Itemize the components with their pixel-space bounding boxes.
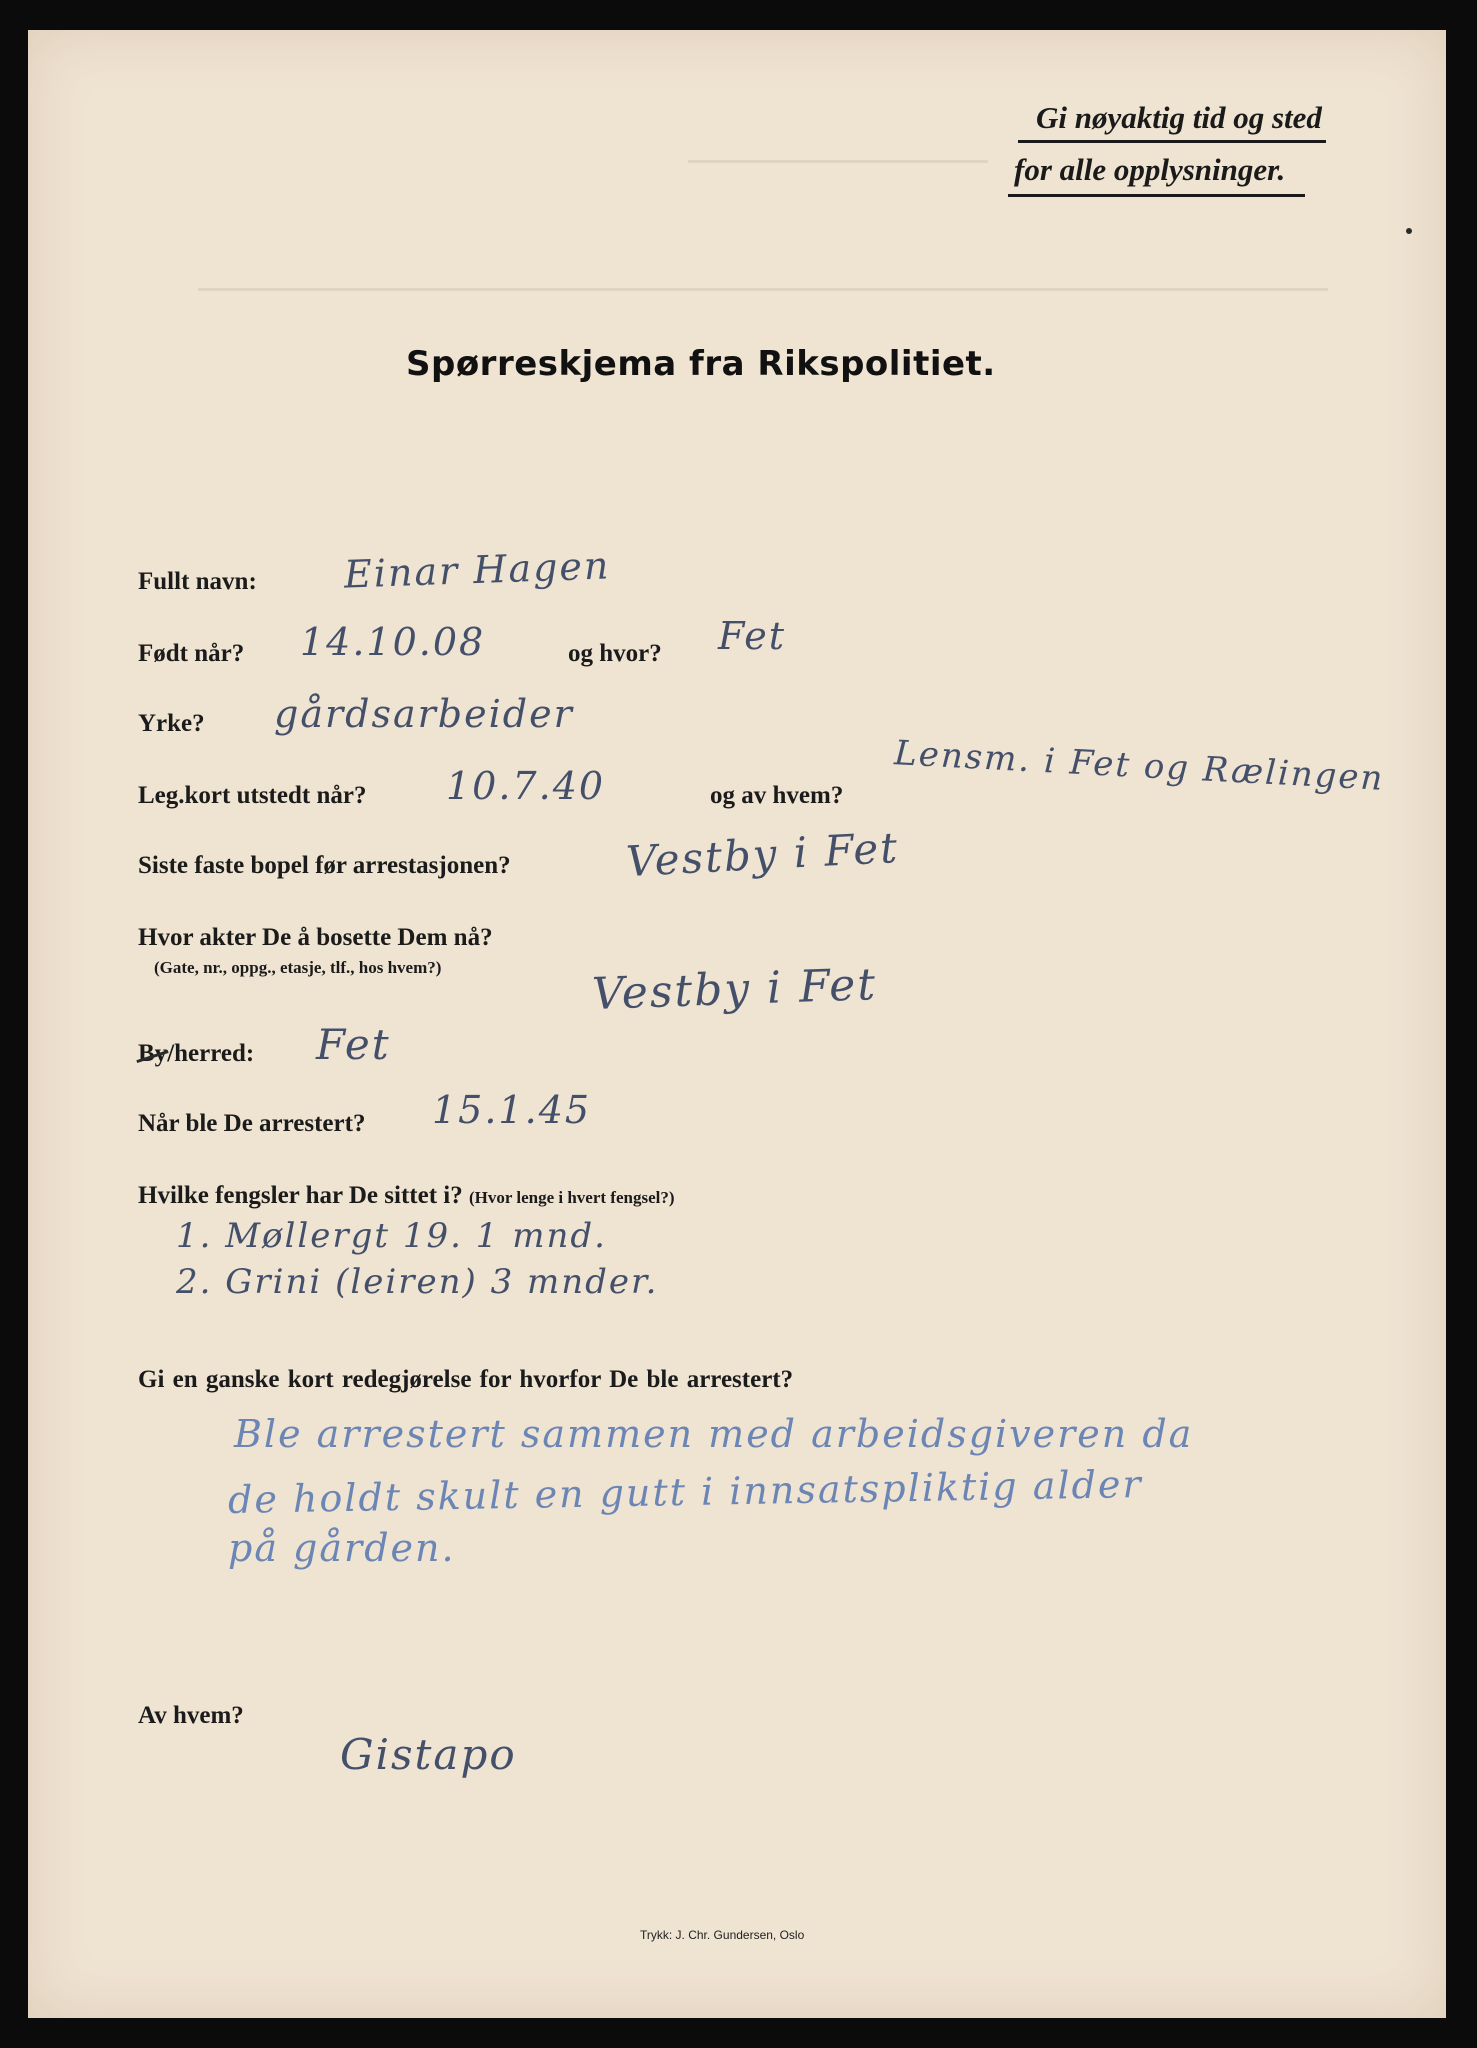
born-value: 14.10.08 xyxy=(300,620,486,664)
municipality-label-text: /herred: xyxy=(167,1040,255,1067)
occupation-value: gårdsarbeider xyxy=(274,692,574,736)
name-value: Einar Hagen xyxy=(343,543,612,597)
settle-value: Vestby i Fet xyxy=(591,959,878,1020)
header-note-line2: for alle opplysninger. xyxy=(1008,152,1305,197)
prisons-label xyxy=(138,1182,675,1210)
prisons-line1: 1. Møllergt 19. 1 mnd. xyxy=(176,1216,607,1256)
name-label: Fullt navn: xyxy=(138,568,257,595)
legkort-by-label: og av hvem? xyxy=(710,782,844,809)
born-label: Født når? xyxy=(138,640,245,667)
last-residence-label: Siste faste bopel før arrestasjonen? xyxy=(138,852,511,879)
reason-label: Gi en ganske kort redegjørelse for hvorfor De ble arrestert? xyxy=(138,1366,794,1393)
reason-line1: Ble arrestert sammen med arbeidsgiveren da xyxy=(234,1412,1194,1456)
settle-hint: (Gate, nr., oppg., etasje, tlf., hos hvem?) xyxy=(154,958,442,977)
bleed-through-line xyxy=(198,288,1328,291)
prisons-hint: (Hvor lenge i hvert fengsel?) xyxy=(468,1188,675,1207)
legkort-label: Leg.kort utstedt når? xyxy=(138,782,367,809)
prisons-label-text: Hvilke fengsler har De sittet i? xyxy=(138,1182,463,1209)
reason-line2: de holdt skult en gutt i innsatspliktig alder xyxy=(227,1462,1143,1522)
arrested-value: 15.1.45 xyxy=(432,1088,592,1132)
legkort-by-value: Lensm. i Fet og Rælingen xyxy=(893,733,1386,799)
legkort-value: 10.7.40 xyxy=(446,764,606,808)
ink-dot xyxy=(1406,228,1412,234)
by-whom-label: Av hvem? xyxy=(138,1702,244,1729)
arrested-label: Når ble De arrestert? xyxy=(138,1110,366,1137)
municipality-label-struck: By xyxy=(138,1040,168,1067)
municipality-value: Fet xyxy=(316,1020,391,1069)
municipality-label xyxy=(138,1040,254,1068)
last-residence-value: Vestby i Fet xyxy=(624,822,901,887)
occupation-label: Yrke? xyxy=(138,710,205,737)
printer-imprint: Trykk: J. Chr. Gundersen, Oslo xyxy=(640,1928,805,1942)
settle-label: Hvor akter De å bosette Dem nå? xyxy=(138,924,493,951)
form-sheet xyxy=(28,30,1446,2018)
reason-line3: på gården. xyxy=(228,1526,456,1570)
bleed-through-line xyxy=(688,160,988,163)
born-where-label: og hvor? xyxy=(568,640,662,667)
born-where-value: Fet xyxy=(718,614,787,658)
form-title: Spørreskjema fra Rikspolitiet. xyxy=(406,344,996,384)
by-whom-value: Gistapo xyxy=(340,1730,517,1779)
prisons-line2: 2. Grini (leiren) 3 mnder. xyxy=(176,1262,659,1302)
header-note-line1: Gi nøyaktig tid og sted xyxy=(1018,100,1326,143)
